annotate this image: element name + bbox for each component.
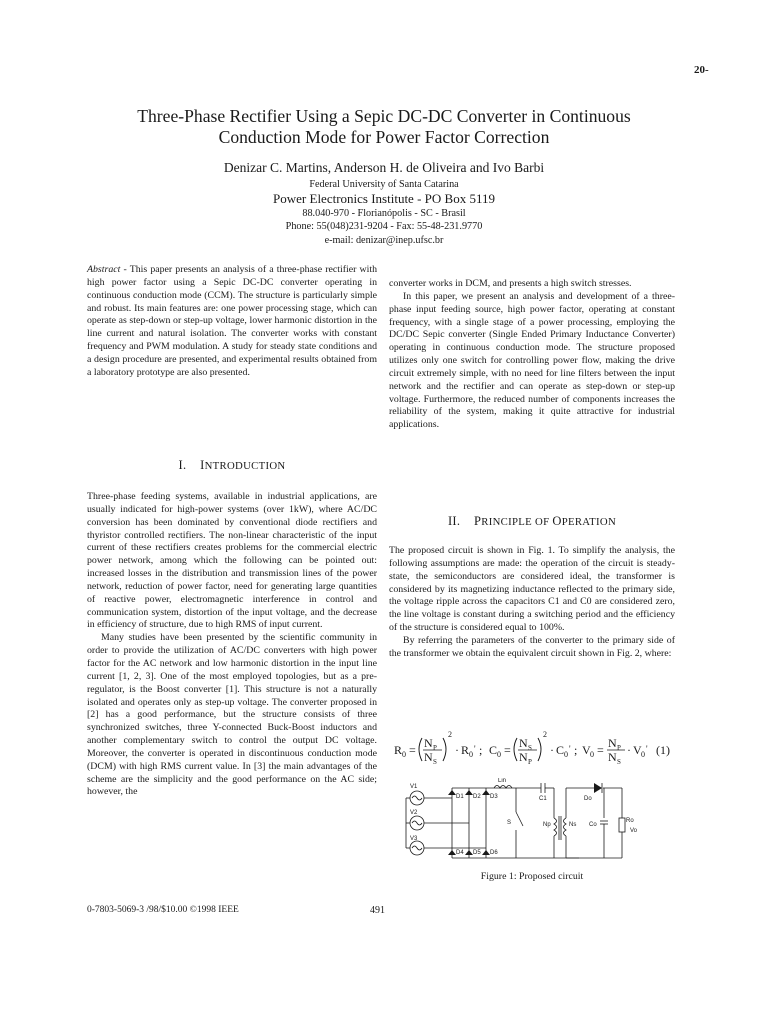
- svg-text:C: C: [556, 743, 565, 757]
- affiliation: [70, 178, 698, 247]
- svg-text:0: 0: [564, 750, 568, 759]
- svg-text:Lin: Lin: [498, 778, 507, 784]
- svg-text:N: N: [608, 750, 617, 764]
- footer-page-number: 491: [370, 905, 385, 916]
- svg-text:=: =: [597, 743, 604, 757]
- svg-text:D2: D2: [473, 794, 481, 800]
- paragraph: converter works in DCM, and presents a high switch stresses.: [389, 278, 632, 289]
- paragraph: Many studies have been presented by the scientific community in order to provide the utilization of AC/DC converters with high power factor for the AC network and low harmonic distortion in the input line current [1, 2, 3]. One of the most employed topologies, but as a pre-regulator, is the Boost converter [1]. This structure is not a naturally isolated and operates only as step-up voltage. The converter proposed in [2] has a good performance, but the structure consists of three synchronized switches, three Y-connected Buck-Boost inductors and another complementary switch to control the output DC voltage. Moreover, the converter is operated in discontinuous conduction mode (DCM) with high RMS current value. In [3] the main advantages of the scheme are the simplicity and the good performance on the AC side; however, the: [87, 632, 377, 798]
- svg-text:': ': [569, 744, 571, 754]
- svg-text:C: C: [489, 743, 498, 757]
- abstract: [87, 264, 377, 380]
- svg-text:2: 2: [448, 730, 452, 739]
- section-title-rest: RINCIPLE OF: [481, 516, 553, 528]
- svg-text:V3: V3: [410, 836, 418, 842]
- affiliation-institute: Power Electronics Institute - PO Box 5119: [273, 191, 495, 207]
- section-title-initial: I: [200, 458, 205, 472]
- svg-text:0: 0: [497, 750, 501, 759]
- svg-text:;: ;: [479, 743, 483, 757]
- circuit-diagram: [404, 778, 654, 870]
- section-heading-introduction: [87, 458, 377, 473]
- svg-text:D6: D6: [490, 850, 498, 856]
- abstract-text: - This paper presents an analysis of a three-phase rectifier with high power factor using a Sepic DC-DC converter operating in continuous conduction mode (CCM). The structure is particularly simple and robust. Its main features are: one power processing stage, which can operate as step-down or step-up voltage, lower harmonic distortion in the line current and natural isolation. The converter works with constant frequency and PWM modulation. A study for steady state conditions and a design procedure are presented, and experimental results obtained from a laboratory prototype are also presented.: [87, 264, 377, 378]
- svg-text:Ns: Ns: [569, 822, 577, 828]
- figure-caption: Figure 1: Proposed circuit: [480, 871, 584, 882]
- svg-text:P: P: [528, 758, 532, 766]
- svg-text:N: N: [608, 736, 617, 750]
- page-number-corner: 20-: [694, 64, 709, 76]
- affiliation-email: e-mail: denizar@inep.ufsc.br: [324, 234, 444, 246]
- svg-text:·: ·: [455, 743, 459, 757]
- title-line-1: Three-Phase Rectifier Using a Sepic DC-DC Converter in Continuous: [137, 106, 631, 126]
- svg-text:Co: Co: [589, 822, 597, 828]
- section-number: I.: [178, 458, 187, 472]
- svg-text:(1): (1): [656, 743, 670, 757]
- svg-text:N: N: [424, 750, 433, 764]
- svg-text:N: N: [519, 736, 528, 750]
- introduction-continued: [389, 278, 675, 432]
- svg-text:V2: V2: [410, 810, 418, 816]
- section-number: II.: [447, 514, 461, 528]
- paragraph: By referring the parameters of the converter to the primary side of the transformer we obtain the equivalent circuit shown in Fig. 2, where:: [389, 634, 675, 659]
- svg-text:0: 0: [469, 750, 473, 759]
- svg-text:S: S: [507, 820, 512, 826]
- svg-text:Np: Np: [543, 822, 551, 828]
- svg-text:Ro: Ro: [626, 818, 634, 824]
- equation-1: [392, 728, 682, 770]
- paper-title: [70, 106, 698, 148]
- abstract-label: Abstract: [87, 264, 121, 275]
- section-title-rest: NTRODUCTION: [204, 460, 286, 472]
- svg-text:S: S: [617, 758, 621, 766]
- svg-text:·: ·: [627, 743, 631, 757]
- title-line-2: Conduction Mode for Power Factor Correction: [218, 127, 550, 147]
- svg-text:Do: Do: [584, 796, 592, 802]
- svg-text:2: 2: [543, 730, 547, 739]
- svg-text:': ': [474, 744, 476, 754]
- svg-text:V: V: [633, 743, 642, 757]
- svg-text:P: P: [433, 744, 437, 752]
- svg-text:Vo: Vo: [630, 828, 638, 834]
- svg-text:=: =: [504, 743, 511, 757]
- footer-copyright: 0-7803-5069-3 /98/$10.00 ©1998 IEEE: [87, 905, 239, 915]
- svg-text:V: V: [582, 743, 591, 757]
- svg-text:0: 0: [590, 750, 594, 759]
- svg-text:P: P: [617, 744, 621, 752]
- svg-text:N: N: [424, 736, 433, 750]
- svg-text:D5: D5: [473, 850, 481, 856]
- svg-text:=: =: [409, 743, 416, 757]
- svg-text:S: S: [528, 744, 532, 752]
- svg-text:V1: V1: [410, 784, 418, 790]
- svg-text:D4: D4: [456, 850, 464, 856]
- svg-text:': ': [646, 744, 648, 754]
- paragraph: Three-phase feeding systems, available in industrial applications, are usually indicated for high-power systems (over 1kW), where AC/DC conversion has been dominated by conventional diode rectifiers and thyristor controlled rectifiers. The non-linear characteristic of the input current of these rectifiers creates problems for the commercial electric power network, among which the following can be pointed out: increased losses in the distribution and transmission lines of the power network, reduction of power factor, need for generating large quantities of reactive power, electromagnetic interference in control and communication system, distortion of the input voltage, and the decrease in efficiency of structure, due to high RMS of input current.: [87, 491, 377, 631]
- svg-text:D3: D3: [490, 794, 498, 800]
- svg-text:S: S: [433, 758, 437, 766]
- svg-text:0: 0: [402, 750, 406, 759]
- section-heading-principle: [389, 514, 675, 529]
- section-title-rest-2: PERATION: [561, 516, 617, 528]
- svg-text:0: 0: [641, 750, 645, 759]
- section-title-initial-2: O: [552, 514, 562, 528]
- section-title-initial: P: [474, 514, 482, 528]
- svg-text:N: N: [519, 750, 528, 764]
- affiliation-address: 88.040-970 - Florianópolis - SC - Brasil: [302, 208, 466, 220]
- svg-text:C1: C1: [539, 796, 547, 802]
- svg-text:R: R: [394, 743, 403, 757]
- introduction-body: [87, 491, 377, 799]
- authors: Denizar C. Martins, Anderson H. de Oliveira and Ivo Barbi: [223, 160, 545, 175]
- principle-body: [389, 545, 675, 661]
- affiliation-phone: Phone: 55(048)231-9204 - Fax: 55-48-231.9770: [285, 221, 483, 233]
- paragraph: The proposed circuit is shown in Fig. 1. To simplify the analysis, the following assumptions are made: the operation of the circuit is steady-state, the semiconductors are considered ideal, the transformer is considered by its magnetizing inductance reflected to the primary side, the voltage ripple across the capacitors C1 and C0 are considered zero, the line voltage is constant during a switching period and the efficiency of the structure is considered equal to 100%.: [389, 545, 675, 634]
- svg-text:·: ·: [550, 743, 554, 757]
- affiliation-university: Federal University of Santa Catarina: [309, 179, 459, 190]
- svg-text:R: R: [461, 743, 470, 757]
- svg-text:D1: D1: [456, 794, 464, 800]
- paragraph: In this paper, we present an analysis and development of a three-phase input feeding source, high power factor, operating at constant frequency, with a single stage of a power processing, employing the DC/DC Sepic converter (Single Ended Primary Inductance Converter) operating in continuous conduction mode. The structure proposed utilizes only one switch for controlling power flow, making the drive circuit extremely simple, with no need for line filters between the input network and the rectifier and can operate as step-down or step-up voltage. Furthermore, the reduced number of components increases the reliability of the system, making it quite attractive for industrial applications.: [389, 290, 675, 431]
- svg-text:;: ;: [574, 743, 578, 757]
